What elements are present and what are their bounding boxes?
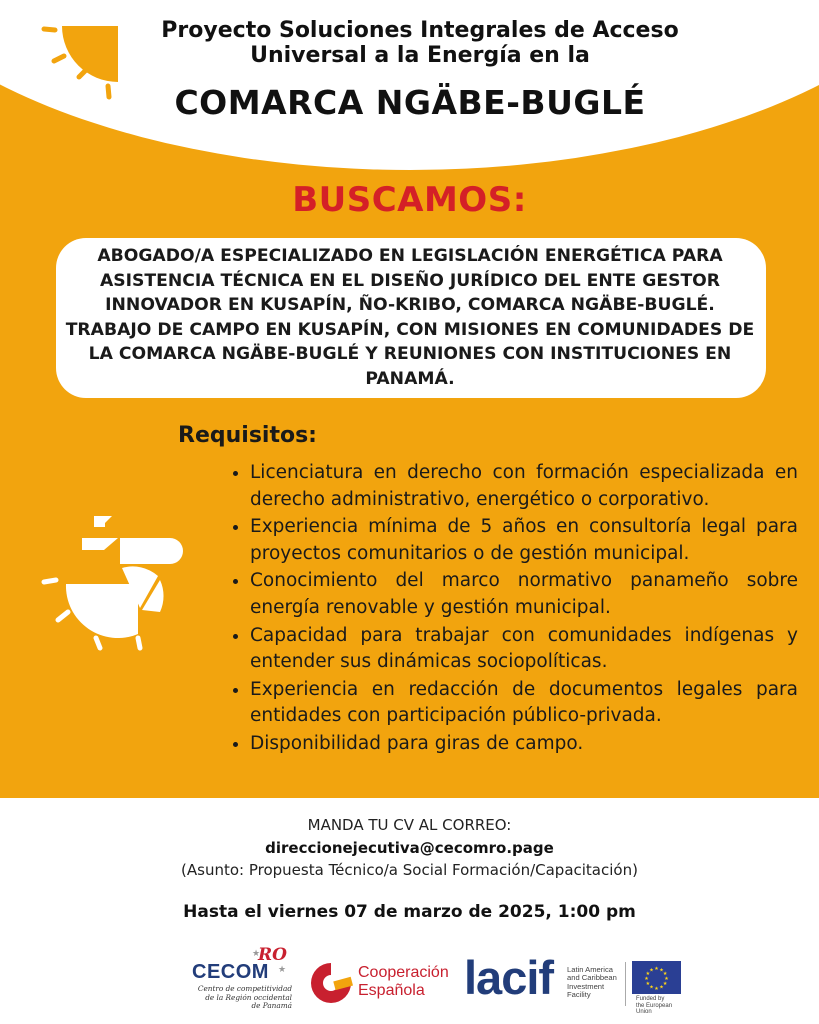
email-subject: (Asunto: Propuesta Técnico/a Social Formación/Capacitación) <box>181 861 638 879</box>
cooperacion-emblem-icon <box>308 960 354 1006</box>
project-title-line2: Universal a la Energía en la <box>250 43 590 68</box>
eu-funding-line: Funded by <box>636 996 665 1002</box>
svg-text:★: ★ <box>659 967 664 974</box>
lacif-subtitle <box>567 966 617 999</box>
cecom-ro-text: RO <box>258 945 287 965</box>
cooperacion-line: Cooperación <box>358 964 449 981</box>
contact-email-link[interactable]: direccionejecutiva@cecomro.page <box>265 839 554 857</box>
requirement-item: • Licenciatura en derecho con formación especializada en derecho administrativo, energético o corporativo. <box>250 460 798 513</box>
comarca-title: COMARCA NGÄBE-BUGLÉ <box>174 83 646 122</box>
cecom-subtitle <box>188 985 292 1011</box>
svg-text:★: ★ <box>649 967 654 974</box>
svg-text:★: ★ <box>659 984 664 991</box>
cooperacion-text <box>358 964 449 1000</box>
lacif-subtitle-line: Facility <box>567 989 591 999</box>
cecom-name: CECOM <box>192 961 269 983</box>
svg-text:★: ★ <box>645 981 651 987</box>
svg-text:★: ★ <box>654 966 659 972</box>
star-icon: ★ <box>278 965 287 975</box>
eu-flag-icon <box>632 961 681 994</box>
svg-text:★: ★ <box>644 976 649 982</box>
cecom-subtitle-line: Centro de competitividad <box>197 984 292 993</box>
requirement-item: • Experiencia en redacción de documentos legales para entidades con participación público-privada. <box>250 677 798 730</box>
requirement-item: • Disponibilidad para giras de campo. <box>250 731 798 758</box>
cecom-subtitle-line: de la Región occidental <box>205 992 292 1002</box>
deadline-text: Hasta el viernes 07 de marzo de 2025, 1:00 pm <box>183 902 636 922</box>
logo-divider <box>625 962 626 1006</box>
sun-graphic-icon <box>40 516 200 651</box>
requirement-item: • Capacidad para trabajar con comunidades indígenas y entender sus dinámicas sociopolíticas. <box>250 623 798 676</box>
cooperacion-espanola-logo <box>308 958 458 1010</box>
lacif-subtitle-line: and Caribbean <box>567 973 617 983</box>
eu-funding-line: the European Union <box>636 1002 673 1015</box>
send-cv-label: MANDA TU CV AL CORREO: <box>307 816 512 834</box>
svg-text:★: ★ <box>662 981 668 987</box>
star-icon: ★ <box>252 949 261 959</box>
requirements-list <box>228 460 798 759</box>
requirement-item: • Experiencia mínima de 5 años en consultoría legal para proyectos comunitarios o de gestión municipal. <box>250 514 798 567</box>
svg-text:★: ★ <box>662 971 668 977</box>
cecom-logo <box>188 945 303 1015</box>
svg-text:★: ★ <box>654 986 659 992</box>
lacif-subtitle-line: Investment <box>567 981 605 991</box>
project-title-line1: Proyecto Soluciones Integrales de Acceso <box>161 18 679 43</box>
project-title <box>100 18 740 68</box>
cooperacion-line: Española <box>358 982 425 999</box>
svg-text:★: ★ <box>664 976 669 982</box>
cecom-subtitle-line: de Panamá <box>251 1001 292 1010</box>
eu-funding-text <box>636 996 684 1016</box>
buscamos-heading: BUSCAMOS: <box>292 180 527 220</box>
lacif-subtitle-line: Latin America <box>567 965 614 974</box>
position-description: ABOGADO/A ESPECIALIZADO EN LEGISLACIÓN ENERGÉTICA PARA ASISTENCIA TÉCNICA EN EL DISEÑO JURÍDICO DEL ENTE GESTOR INNOVADOR EN KUSAPÍN, ÑO-KRIBO, COMARCA NGÄBE-BUGLÉ. TRABAJO DE CAMPO EN KUSAPÍN, CON MISIONES EN COMUNIDADES DE LA COMARCA NGÄBE-BUGLÉ Y REUNIONES CON INSTITUCIONES EN PANAMÁ. <box>65 246 755 389</box>
requirement-item: • Conocimiento del marco normativo panameño sobre energía renovable y gestión municipal. <box>250 568 798 621</box>
requirements-heading: Requisitos: <box>178 423 317 448</box>
lacif-name: lacif <box>464 951 554 1004</box>
lacif-logo <box>464 951 684 1015</box>
svg-text:★: ★ <box>649 984 654 991</box>
svg-text:★: ★ <box>645 971 651 977</box>
